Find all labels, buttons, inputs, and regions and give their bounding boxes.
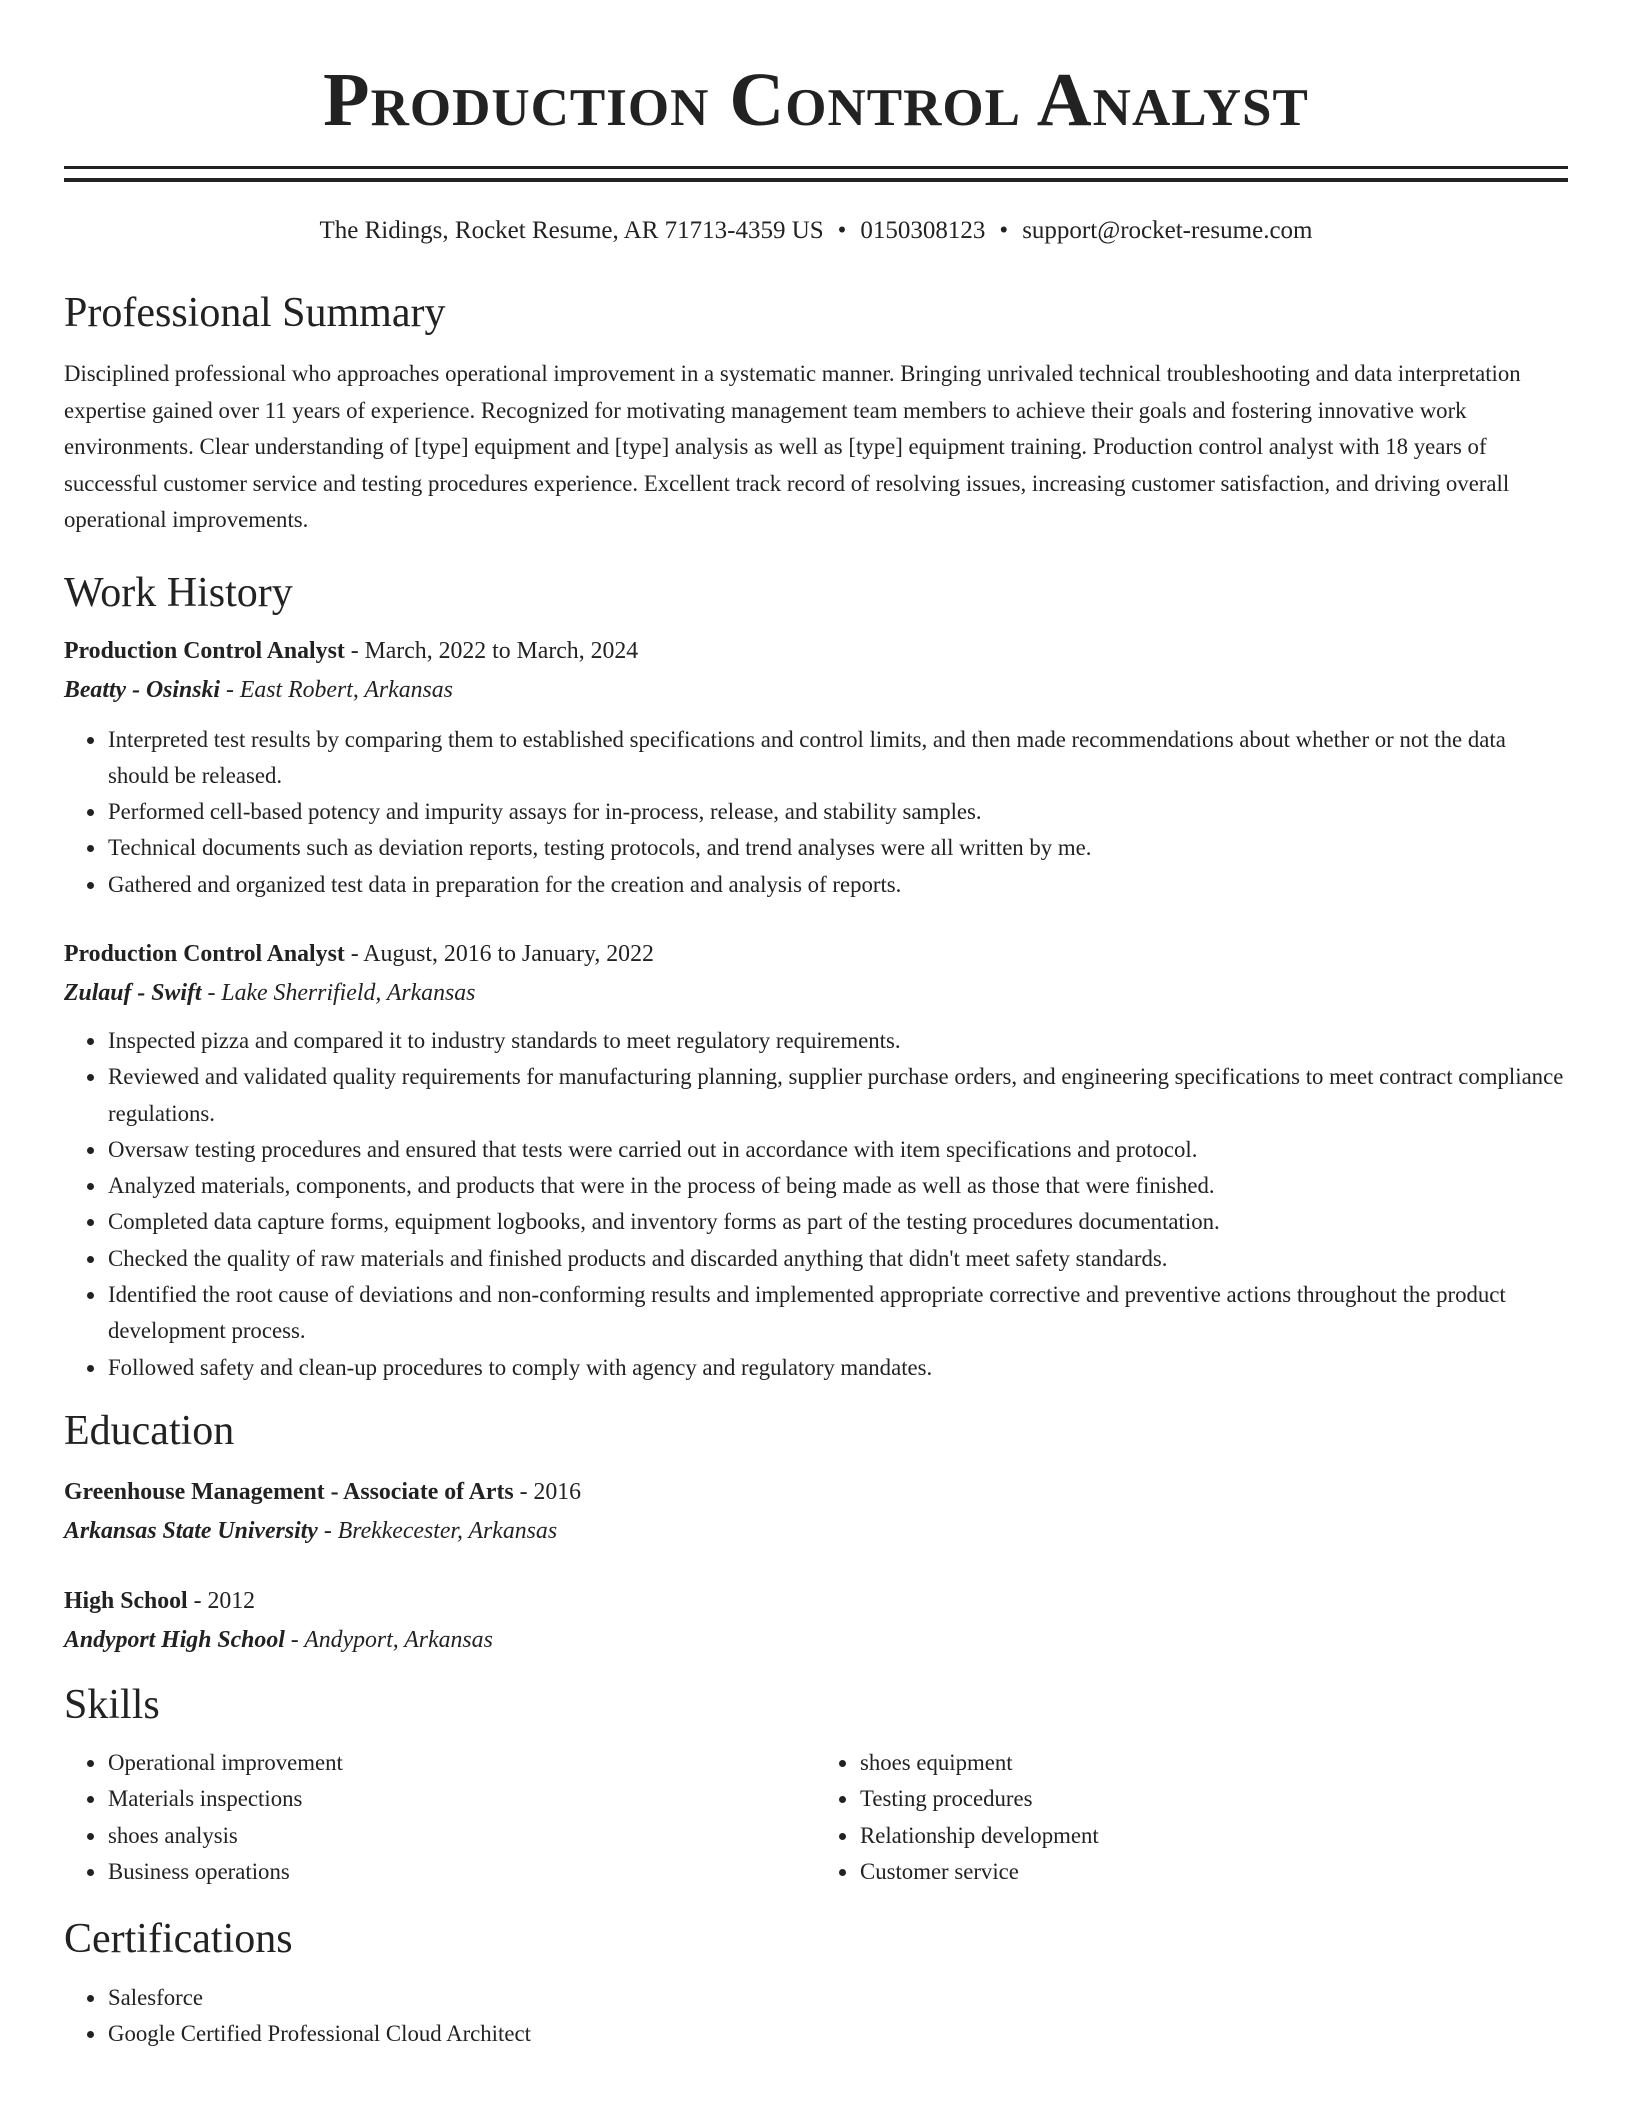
certifications-list bbox=[64, 1980, 1568, 2053]
list-item: • Gathered and organized test data in preparation for the creation and analysis of reports. bbox=[107, 867, 1568, 903]
list-item: • Operational improvement bbox=[107, 1745, 816, 1781]
skills-list-right bbox=[816, 1745, 1568, 1890]
job-dates: - March, 2022 to March, 2024 bbox=[344, 637, 639, 664]
summary-heading: Professional Summary bbox=[64, 290, 446, 336]
job-title-line bbox=[64, 632, 1568, 671]
list-item: • Interpreted test results by comparing them to established specifications and control limits, and then made recommendations about whether or not the data should be released. bbox=[107, 722, 1568, 795]
list-item: • Oversaw testing procedures and ensured that tests were carried out in accordance with item specifications and protocol. bbox=[107, 1132, 1568, 1168]
summary-text: Disciplined professional who approaches operational improvement in a systematic manner. Bringing unrivaled technical troubleshooting and data interpretation expertise gained over 11 years of experience. Recognized for motivating management team members to achieve their goals and fostering innovative work environments. Clear understanding of [type] equipment and [type] analysis as well as [type] equipment training. Production control analyst with 18 years of successful customer service and testing procedures experience. Excellent track record of resolving issues, increasing customer satisfaction, and driving overall operational improvements. bbox=[64, 361, 1521, 532]
education-year: - 2012 bbox=[187, 1587, 256, 1614]
education-location: - Brekkecester, Arkansas bbox=[317, 1517, 558, 1544]
list-item: • Identified the root cause of deviations and non-conforming results and implemented appropriate corrective and preventive actions throughout the product development process. bbox=[107, 1277, 1568, 1350]
education-school-line bbox=[64, 1512, 1568, 1551]
education-school: Andyport High School bbox=[64, 1626, 285, 1653]
job-company: Zulauf - Swift bbox=[64, 979, 202, 1006]
education-school: Arkansas State University bbox=[64, 1517, 318, 1544]
list-item: • shoes equipment bbox=[859, 1745, 1568, 1781]
education-degree-line bbox=[64, 1582, 1568, 1621]
job-company: Beatty - Osinski bbox=[64, 676, 221, 703]
job-company-line bbox=[64, 974, 1568, 1013]
contact-separator: • bbox=[999, 217, 1009, 244]
job-role: Production Control Analyst bbox=[64, 637, 345, 664]
list-item: • Customer service bbox=[859, 1854, 1568, 1890]
education-degree-line bbox=[64, 1473, 1568, 1512]
resume-name: Production Control Analyst bbox=[323, 58, 1309, 142]
contact-phone: 0150308123 bbox=[860, 217, 986, 244]
education-degree: High School bbox=[64, 1587, 188, 1614]
contact-separator: • bbox=[837, 217, 847, 244]
skills-columns bbox=[64, 1745, 1568, 1890]
list-item: • Salesforce bbox=[107, 1980, 1568, 2016]
list-item: • Technical documents such as deviation reports, testing protocols, and trend analyses were all written by me. bbox=[107, 830, 1568, 866]
list-item: • Testing procedures bbox=[859, 1781, 1568, 1817]
education-location: - Andyport, Arkansas bbox=[284, 1626, 493, 1653]
list-item: • Completed data capture forms, equipment logbooks, and inventory forms as part of the testing procedures documentation. bbox=[107, 1204, 1568, 1240]
list-item: • Analyzed materials, components, and products that were in the process of being made as well as those that were finished. bbox=[107, 1168, 1568, 1204]
job-dates: - August, 2016 to January, 2022 bbox=[344, 940, 654, 967]
contact-line bbox=[64, 216, 1568, 246]
job-location: - Lake Sherrifield, Arkansas bbox=[201, 979, 476, 1006]
education-entry-1 bbox=[64, 1473, 1568, 1551]
job-location: - East Robert, Arkansas bbox=[220, 676, 453, 703]
education-year: - 2016 bbox=[513, 1478, 582, 1505]
education-heading: Education bbox=[64, 1407, 235, 1454]
list-item: • Business operations bbox=[107, 1854, 816, 1890]
list-item: • shoes analysis bbox=[107, 1818, 816, 1854]
list-item: • Relationship development bbox=[859, 1818, 1568, 1854]
list-item: • Performed cell-based potency and impurity assays for in-process, release, and stability samples. bbox=[107, 794, 1568, 830]
education-degree: Greenhouse Management - Associate of Arts bbox=[64, 1478, 514, 1505]
list-item: • Followed safety and clean-up procedures to comply with agency and regulatory mandates. bbox=[107, 1350, 1568, 1386]
list-item: • Checked the quality of raw materials and finished products and discarded anything that didn't meet safety standards. bbox=[107, 1241, 1568, 1277]
education-school-line bbox=[64, 1621, 1568, 1660]
header-divider bbox=[64, 166, 1568, 182]
skills-list-left bbox=[64, 1745, 816, 1890]
list-item: • Materials inspections bbox=[107, 1781, 816, 1817]
education-entry-2 bbox=[64, 1582, 1568, 1660]
work-history-heading: Work History bbox=[64, 569, 293, 616]
job-entry-2 bbox=[64, 935, 1568, 1013]
job-company-line bbox=[64, 671, 1568, 710]
job-entry-1 bbox=[64, 632, 1568, 710]
contact-email[interactable]: support@rocket-resume.com bbox=[1022, 217, 1313, 244]
job-1-bullets bbox=[64, 722, 1568, 903]
contact-address: The Ridings, Rocket Resume, AR 71713-4359 US bbox=[319, 217, 824, 244]
job-title-line bbox=[64, 935, 1568, 974]
job-role: Production Control Analyst bbox=[64, 940, 345, 967]
certifications-heading: Certifications bbox=[64, 1916, 293, 1963]
list-item: • Google Certified Professional Cloud Architect bbox=[107, 2016, 1568, 2052]
skills-heading: Skills bbox=[64, 1681, 160, 1728]
list-item: • Inspected pizza and compared it to industry standards to meet regulatory requirements. bbox=[107, 1023, 1568, 1059]
list-item: • Reviewed and validated quality requirements for manufacturing planning, supplier purchase orders, and engineering specifications to meet contract compliance regulations. bbox=[107, 1059, 1568, 1132]
job-2-bullets bbox=[64, 1023, 1568, 1386]
